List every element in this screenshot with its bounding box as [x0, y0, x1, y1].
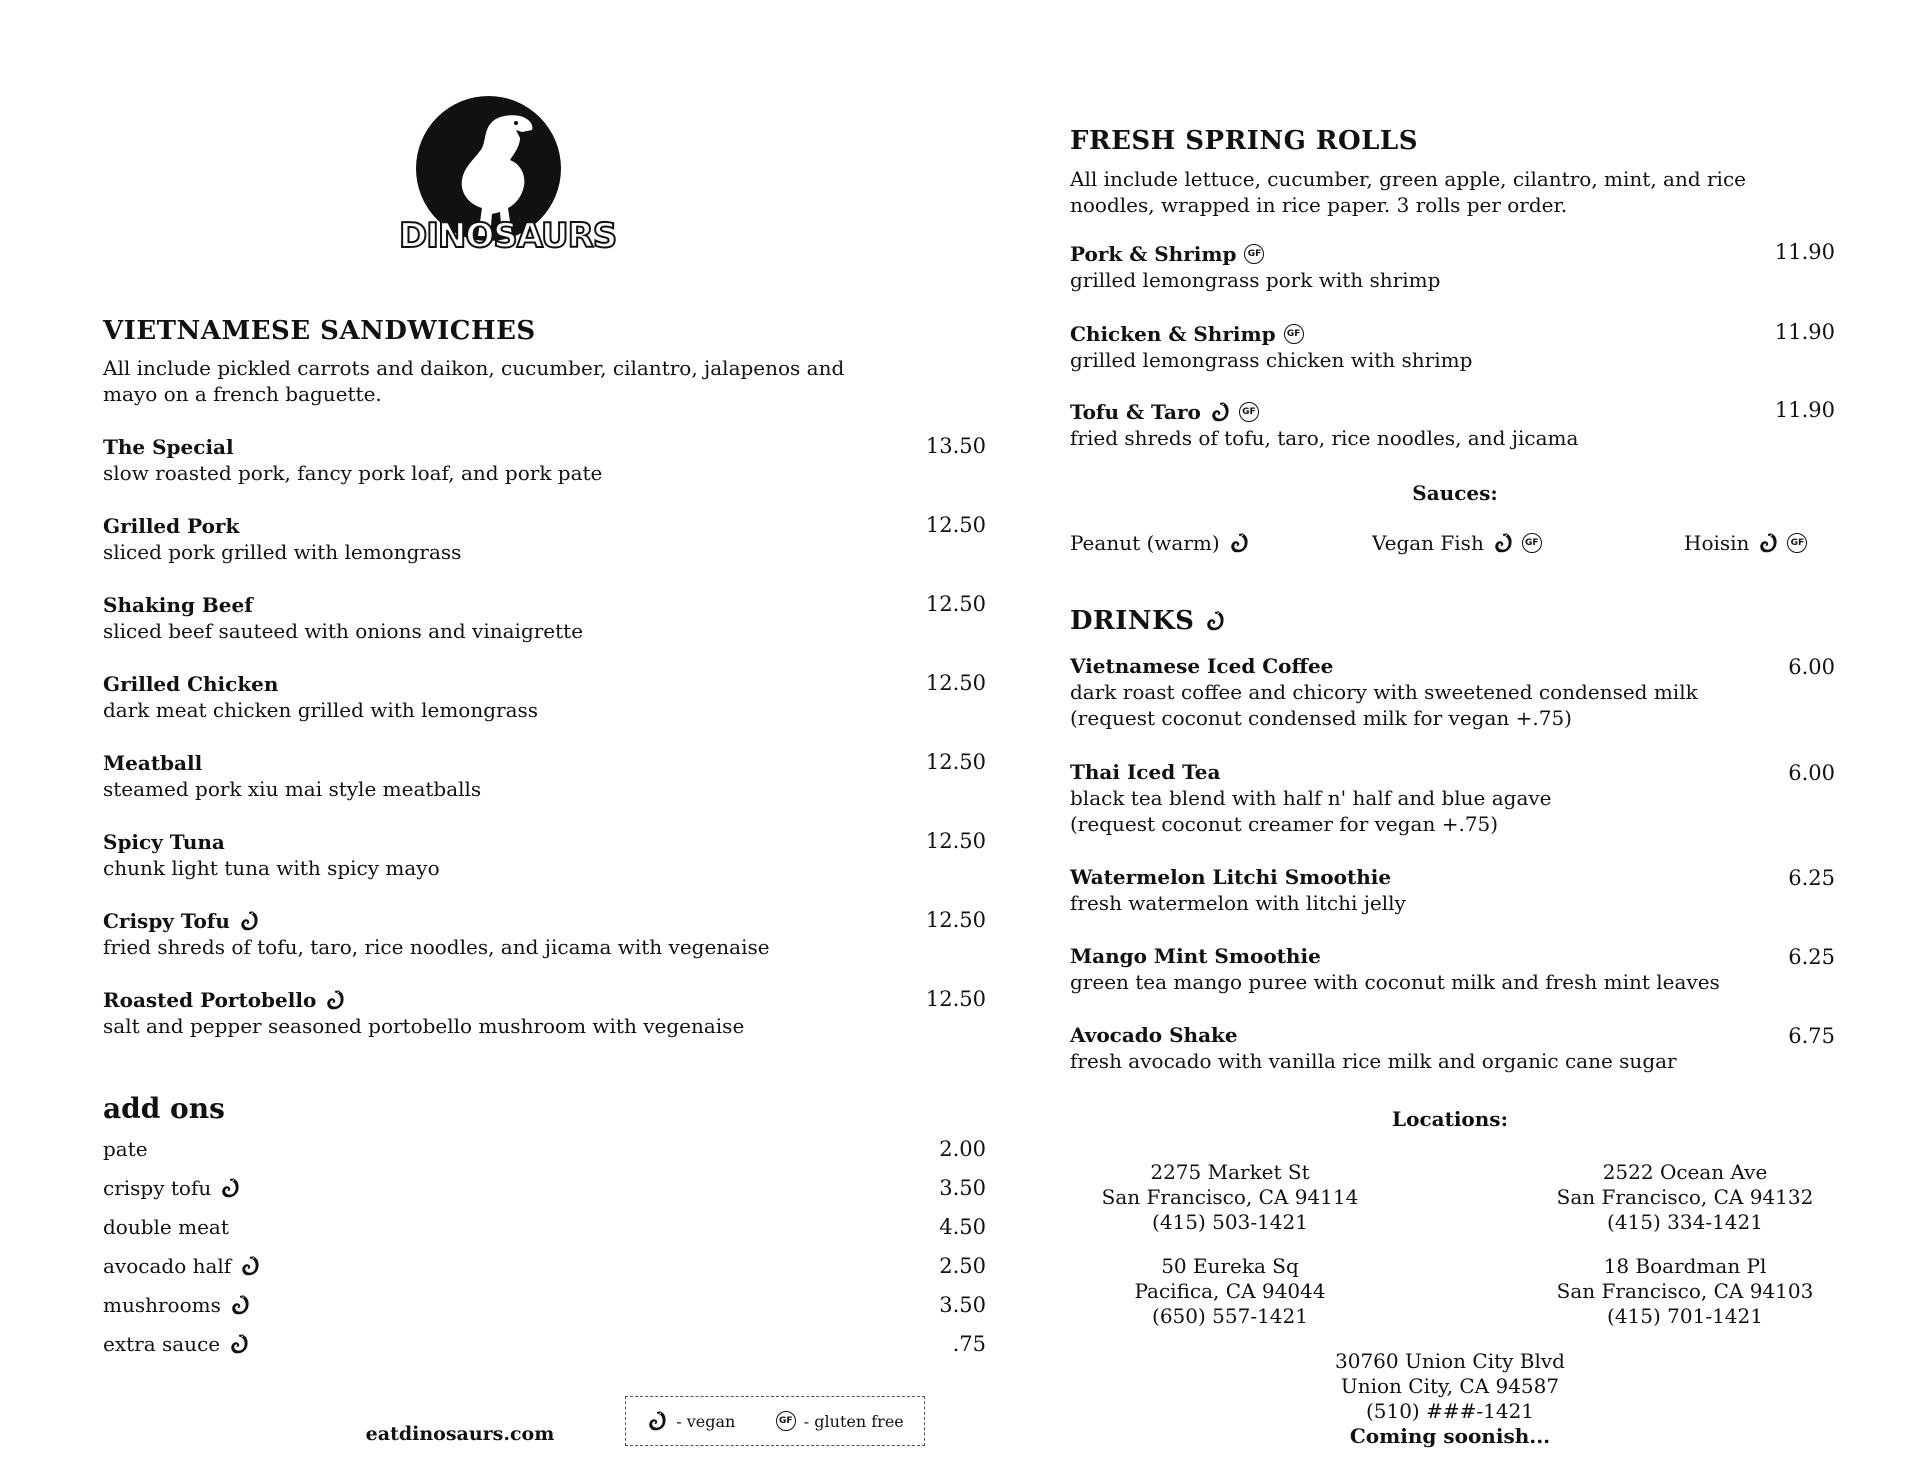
item-price: 13.50: [925, 434, 986, 458]
sauces-title: Sauces:: [1412, 481, 1498, 505]
menu-item: [103, 829, 440, 881]
location-block: 30760 Union City Blvd Union City, CA 94587 (510) ###-1421 Coming soonish...: [1280, 1349, 1620, 1449]
item-desc: green tea mango puree with coconut milk and fresh mint leaves: [1070, 970, 1720, 994]
item-name: Pork & Shrimp: [1070, 242, 1237, 266]
item-name: Avocado Shake: [1070, 1023, 1238, 1047]
item-desc: chunk light tuna with spicy mayo: [103, 856, 440, 880]
sauce-item: [1684, 531, 1807, 555]
addon-name: mushrooms: [103, 1293, 221, 1317]
item-name: Grilled Pork: [103, 514, 240, 538]
item-desc: dark roast coffee and chicory with sweetened condensed milk: [1070, 680, 1698, 704]
item-price: 11.90: [1774, 240, 1835, 264]
addon-item: [103, 1254, 261, 1278]
item-desc: dark meat chicken grilled with lemongrass: [103, 698, 539, 722]
vegan-dino-icon: [1492, 532, 1514, 554]
addon-name: crispy tofu: [103, 1176, 212, 1200]
location-block: 18 Boardman Pl San Francisco, CA 94103 (415) 701-1421: [1556, 1254, 1814, 1328]
location-block: 2522 Ocean Ave San Francisco, CA 94132 (415) 334-1421: [1556, 1160, 1814, 1234]
menu-item: [1070, 241, 1440, 293]
rolls-intro: All include lettuce, cucumber, green apple, cilantro, mint, and rice noodles, wrapped in rice paper. 3 rolls per order.: [1070, 167, 1746, 217]
vegan-dino-icon: [1228, 532, 1250, 554]
item-desc: fried shreds of tofu, taro, rice noodles, and jicama with vegenaise: [103, 935, 770, 959]
item-name: Thai Iced Tea: [1070, 760, 1221, 784]
vegan-dino-icon: [238, 910, 260, 932]
menu-item: [1070, 759, 1552, 837]
sandwiches-intro: All include pickled carrots and daikon, cucumber, cilantro, jalapenos and mayo on a french baguette.: [103, 356, 845, 406]
item-price: 12.50: [925, 671, 986, 695]
item-name: Vietnamese Iced Coffee: [1070, 654, 1334, 678]
legend-vegan: - vegan: [646, 1410, 735, 1432]
item-note: (request coconut creamer for vegan +.75): [1070, 812, 1499, 836]
vegan-dino-icon: [239, 1255, 261, 1277]
addon-name: double meat: [103, 1215, 229, 1239]
item-desc: sliced beef sauteed with onions and vinaigrette: [103, 619, 584, 643]
addon-item: [103, 1293, 251, 1317]
menu-item: [103, 987, 744, 1039]
sauce-name: Hoisin: [1684, 531, 1750, 555]
item-name: Watermelon Litchi Smoothie: [1070, 865, 1392, 889]
sauce-name: Peanut (warm): [1070, 531, 1220, 555]
item-price: 12.50: [925, 829, 986, 853]
item-price: 12.50: [925, 513, 986, 537]
item-price: 6.00: [1788, 761, 1835, 785]
menu-item: [103, 592, 583, 644]
addon-price: 3.50: [939, 1176, 986, 1200]
menu-item: [103, 434, 602, 486]
item-desc: slow roasted pork, fancy pork loaf, and pork pate: [103, 461, 603, 485]
menu-item: [103, 750, 481, 802]
addon-name: extra sauce: [103, 1332, 221, 1356]
dinosaurs-logo: [399, 96, 617, 261]
item-desc: sliced pork grilled with lemongrass: [103, 540, 462, 564]
addons-title: add ons: [103, 1092, 225, 1125]
item-name: Mango Mint Smoothie: [1070, 944, 1321, 968]
gluten-free-icon: GF: [1522, 533, 1542, 553]
vegan-dino-icon: [1757, 532, 1779, 554]
addon-item: [103, 1176, 241, 1200]
vegan-dino-icon: [1204, 610, 1226, 632]
item-desc: grilled lemongrass pork with shrimp: [1070, 268, 1441, 292]
gluten-free-icon: GF: [776, 1411, 796, 1431]
addon-item: [103, 1137, 148, 1161]
menu-item: [1070, 864, 1406, 916]
vegan-dino-icon: [219, 1177, 241, 1199]
gluten-free-icon: GF: [1244, 244, 1264, 264]
item-desc: fresh watermelon with litchi jelly: [1070, 891, 1406, 915]
item-note: (request coconut condensed milk for vegan +.75): [1070, 706, 1572, 730]
gluten-free-icon: GF: [1787, 533, 1807, 553]
menu-item: [1070, 1022, 1677, 1074]
location-block: 50 Eureka Sq Pacifica, CA 94044 (650) 557-1421: [1134, 1254, 1326, 1328]
addon-name: pate: [103, 1137, 148, 1161]
item-name: Chicken & Shrimp: [1070, 322, 1276, 346]
item-price: 6.00: [1788, 655, 1835, 679]
item-price: 12.50: [925, 592, 986, 616]
menu-item: [103, 513, 461, 565]
item-desc: salt and pepper seasoned portobello mushroom with vegenaise: [103, 1014, 745, 1038]
gluten-free-icon: GF: [1284, 324, 1304, 344]
item-name: Shaking Beef: [103, 593, 253, 617]
menu-item: [103, 671, 538, 723]
location-block: 2275 Market St San Francisco, CA 94114 (415) 503-1421: [1101, 1160, 1359, 1234]
item-price: 6.25: [1788, 866, 1835, 890]
website-link[interactable]: eatdinosaurs.com: [365, 1423, 555, 1445]
locations-title: Locations:: [1392, 1107, 1508, 1131]
logo-wordmark: DINOSAURS: [399, 216, 617, 256]
addon-item: [103, 1215, 229, 1239]
item-name: Roasted Portobello: [103, 988, 317, 1012]
item-name: Meatball: [103, 751, 203, 775]
vegan-dino-icon: [324, 989, 346, 1011]
item-price: 6.75: [1788, 1024, 1835, 1048]
vegan-dino-icon: [646, 1410, 668, 1432]
vegan-dino-icon: [228, 1333, 250, 1355]
coming-soon-note: Coming soonish...: [1349, 1424, 1551, 1448]
item-name: The Special: [103, 435, 234, 459]
addon-name: avocado half: [103, 1254, 232, 1278]
item-desc: grilled lemongrass chicken with shrimp: [1070, 348, 1473, 372]
addon-price: .75: [952, 1332, 986, 1356]
sauce-item: [1070, 531, 1250, 555]
drinks-title: DRINKS: [1070, 606, 1226, 636]
addon-price: 4.50: [939, 1215, 986, 1239]
item-name: Crispy Tofu: [103, 909, 230, 933]
addon-price: 2.00: [939, 1137, 986, 1161]
item-price: 11.90: [1774, 320, 1835, 344]
item-desc: fresh avocado with vanilla rice milk and organic cane sugar: [1070, 1049, 1677, 1073]
rolls-title: FRESH SPRING ROLLS: [1070, 126, 1418, 156]
menu-item: [103, 908, 770, 960]
sauce-item: [1372, 531, 1542, 555]
item-price: 11.90: [1774, 398, 1835, 422]
item-name: Grilled Chicken: [103, 672, 279, 696]
addon-price: 3.50: [939, 1293, 986, 1317]
addon-item: [103, 1332, 250, 1356]
sandwiches-title: VIETNAMESE SANDWICHES: [103, 316, 536, 346]
menu-item: [1070, 943, 1720, 995]
icon-legend: [625, 1396, 925, 1446]
item-name: Spicy Tuna: [103, 830, 225, 854]
menu-item: [1070, 399, 1578, 451]
addon-price: 2.50: [939, 1254, 986, 1278]
item-price: 12.50: [925, 987, 986, 1011]
item-desc: black tea blend with half n' half and blue agave: [1070, 786, 1552, 810]
menu-item: [1070, 321, 1472, 373]
vegan-dino-icon: [1209, 401, 1231, 423]
item-price: 6.25: [1788, 945, 1835, 969]
sauce-name: Vegan Fish: [1372, 531, 1484, 555]
menu-item: [1070, 653, 1698, 731]
item-desc: steamed pork xiu mai style meatballs: [103, 777, 482, 801]
item-name: Tofu & Taro: [1070, 400, 1201, 424]
gluten-free-icon: GF: [1239, 402, 1259, 422]
item-desc: fried shreds of tofu, taro, rice noodles, and jicama: [1070, 426, 1579, 450]
legend-gf: GF - gluten free: [776, 1411, 904, 1431]
vegan-dino-icon: [229, 1294, 251, 1316]
item-price: 12.50: [925, 908, 986, 932]
item-price: 12.50: [925, 750, 986, 774]
